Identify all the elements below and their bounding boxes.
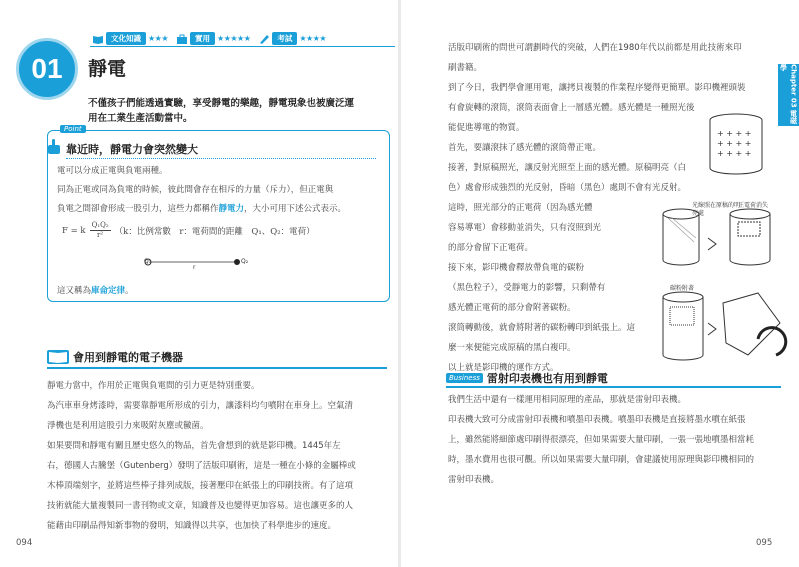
text-run: 負電之間卻會形成一股引力，這些力都稱作 xyxy=(57,204,219,214)
body-line: 技術就能大量複製同一書刊物或文章，知識普及也變得更加容易。這也讓更多的人 xyxy=(47,501,354,511)
figure-caption: 碳粉附著 xyxy=(670,285,695,292)
point-title: 靠近時，靜電力會突然變大 xyxy=(66,143,198,156)
body-line: 雷射印表機。 xyxy=(448,475,500,485)
toner-transfer-illustration xyxy=(658,283,788,368)
body-line: 靜電力當中，作用於正電與負電間的引力更是特別重要。 xyxy=(47,381,260,391)
body-line: 淨機也是利用這股引力來吸附灰塵或黴菌。 xyxy=(47,421,209,431)
body-line: 能促進導電的物質。 xyxy=(448,123,525,133)
body-line: 木棒頂端刻字，並將這些棒子排列成版，接著壓印在紙張上的印刷技術。有了這項 xyxy=(47,481,354,491)
figure-caption: 正電荷消失 xyxy=(738,202,769,209)
term-electrostatic-force: 靜電力 xyxy=(218,204,245,214)
body-line: 為汽車車身烤漆時，需要靠靜電所形成的引力，讓漆料均勻噴附在車身上。空氣清 xyxy=(47,401,354,411)
point-divider xyxy=(66,158,376,159)
rating-label: 文化知識 xyxy=(106,32,146,45)
formula-numerator: Q₁Q₂ xyxy=(91,221,109,229)
text-run: 這又稱為 xyxy=(57,286,92,296)
section-heading xyxy=(446,370,608,386)
point-paragraph xyxy=(57,282,385,301)
point-paragraph: 電可以分成正電與負電兩種。 xyxy=(57,166,168,176)
body-line: 以上就是影印機的運作方式。 xyxy=(448,363,559,373)
book-icon xyxy=(47,350,69,364)
section-title: 會用到靜電的電子機器 xyxy=(73,351,183,364)
chapter-title: 靜電 xyxy=(88,58,127,80)
pencil-icon xyxy=(258,34,270,44)
svg-text:+ + + +: + + + + xyxy=(717,149,752,158)
chapter-number: 01 xyxy=(16,38,78,100)
body-line: 麼一來便能完成原稿的黑白複印。 xyxy=(448,343,576,353)
body-line: 上，雖然能將細節處印刷得很漂亮，但如果需要大量印刷，一張一張地噴墨相當耗 xyxy=(448,435,755,445)
formula-lhs: F = k xyxy=(62,225,86,236)
body-line: 感光體正電荷的部分會附著碳粉。 xyxy=(448,303,576,313)
distance-label-r: r xyxy=(193,264,196,271)
header-rule xyxy=(90,46,395,47)
body-line: 接著，對原稿照光，讓反射光照至上面的感光體。原稿明亮（白 xyxy=(448,163,687,173)
right-page xyxy=(400,0,799,567)
body-line: 刷書籍。 xyxy=(448,63,483,73)
body-line: 到了今日，我們學會運用電，讓拷貝複製的作業程序變得更簡單。影印機裡頭裝 xyxy=(448,83,746,93)
formula-note: （k：比例常數 r：電荷間的距離 Q₁、Q₂：電荷） xyxy=(114,226,315,237)
rating-stars: ★★★ xyxy=(148,34,169,43)
chapter-side-tab: Chapter 03 電磁學 xyxy=(779,64,798,125)
body-line: 時，墨水費用也很可觀。所以如果需要大量印刷，會建議使用原理與影印機相同的 xyxy=(448,455,755,465)
coulomb-formula xyxy=(62,221,315,240)
text-run: 。 xyxy=(125,286,134,296)
rating-exam xyxy=(258,32,326,45)
svg-text:+ + + +: + + + + xyxy=(717,129,752,138)
body-line: 首先，要讓滾抹了感光體的滾筒帶正電。 xyxy=(448,143,602,153)
left-page xyxy=(0,0,399,567)
body-line: 有會旋轉的滾筒，滾筒表面會上一層感光體。感光體是一種照光後 xyxy=(448,103,695,113)
body-text xyxy=(47,376,387,536)
svg-text:+ + + +: + + + + xyxy=(717,139,752,148)
body-line: 色）處會形成強烈的光反射，昏暗（黑色）處則不會有光反射。 xyxy=(448,183,687,193)
rating-stars: ★★★★ xyxy=(299,34,327,43)
section-title: 雷射印表機也有用到靜電 xyxy=(486,372,608,385)
body-line: 右，德國人古騰堡（Gutenberg）發明了活版印刷術，這是一種在小條的金屬棒或 xyxy=(47,461,356,471)
page-number: 094 xyxy=(16,538,33,548)
charge-label-q2: Q₂ xyxy=(241,258,249,265)
rating-stars: ★★★★★ xyxy=(217,34,251,43)
rating-label: 實用 xyxy=(190,32,215,45)
toolbox-icon xyxy=(176,34,188,44)
formula-denominator: r² xyxy=(97,231,104,239)
book-icon xyxy=(92,34,104,44)
rating-culture xyxy=(92,32,168,45)
chapter-intro: 不僅孩子們能透過實驗，享受靜電的樂趣，靜電現象也被廣泛運用在工業生產活動當中。 xyxy=(88,98,355,124)
figure-caption: 光線照在原稿的明亮處 xyxy=(692,202,741,217)
body-line: 印表機大致可分成雷射印表機和噴墨印表機。噴墨印表機是直接將墨水噴在紙張 xyxy=(448,415,746,425)
term-coulomb-law: 庫侖定律 xyxy=(91,286,126,296)
page-number: 095 xyxy=(756,538,773,548)
body-text xyxy=(448,390,778,490)
ratings-bar xyxy=(92,32,326,45)
body-line: 的部分會留下正電荷。 xyxy=(448,243,534,253)
rating-label: 考試 xyxy=(272,32,297,45)
charged-drum-illustration xyxy=(705,112,767,177)
body-line: 能藉由印刷品得知新事物的發明，知識得以共享，也加快了科學進步的速度。 xyxy=(47,521,337,531)
body-line: 我們生活中還有一樣運用相同原理的產品，那就是雷射印表機。 xyxy=(448,395,687,405)
charge-label-q1: Q₁ xyxy=(144,258,152,265)
pointing-hand-icon xyxy=(46,138,64,156)
body-line: 滾筒轉動後，就會將附著的碳粉轉印到紙張上。這 xyxy=(448,323,636,333)
formula-fraction xyxy=(90,221,111,240)
text-run: ，大小可用下述公式表示。 xyxy=(244,204,347,214)
body-line: （黑色粒子），受靜電力的影響，只剩帶有 xyxy=(448,283,606,293)
point-tag: Point xyxy=(60,125,86,133)
section-underline xyxy=(446,386,781,388)
body-line: 接下來，影印機會釋放帶負電的碳粉 xyxy=(448,263,585,273)
body-line: 活版印刷術的問世可謂劃時代的突破，人們在1980年代以前都是用此技術來印 xyxy=(448,43,742,53)
body-line: 容易導電）會移動並消失，只有沒照到光 xyxy=(448,223,602,233)
section-underline xyxy=(47,367,387,369)
point-paragraph xyxy=(57,200,385,219)
body-line: 這時，照光部分的正電荷（因為感光體 xyxy=(448,203,593,213)
rating-practical xyxy=(176,32,250,45)
body-line: 如果要問和靜電有關且歷史悠久的物品，首先會想到的就是影印機。1445年左 xyxy=(47,441,341,451)
business-tag: Business xyxy=(446,373,483,383)
point-paragraph: 同為正電或同為負電的時候，彼此間會存在相斥的力量（斥力），但正電與 xyxy=(57,185,334,195)
section-heading xyxy=(47,349,183,365)
